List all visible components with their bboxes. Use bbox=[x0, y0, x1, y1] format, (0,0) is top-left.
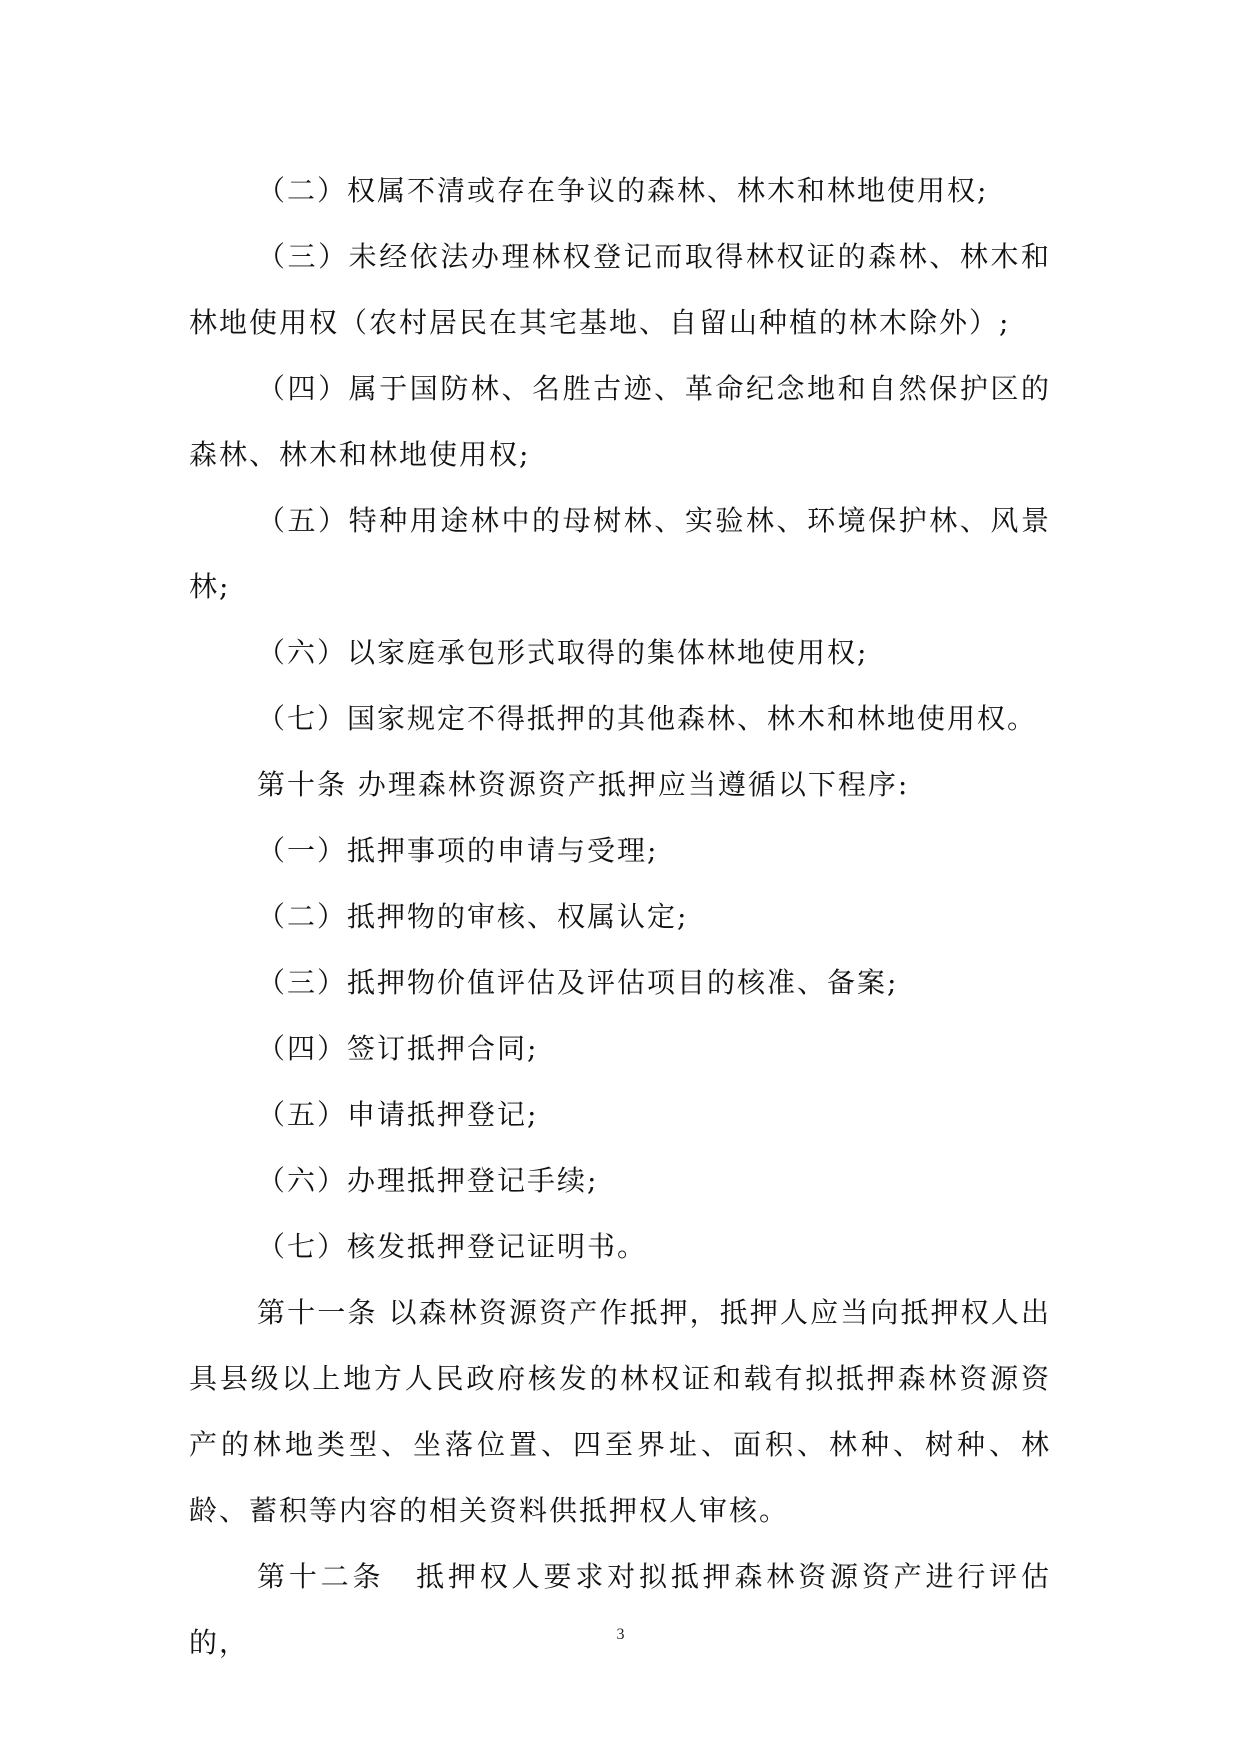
article-12: 第十二条 抵押权人要求对拟抵押森林资源资产进行评估的， bbox=[189, 1560, 1051, 1659]
procedure-step-2: （二）抵押物的审核、权属认定; bbox=[257, 900, 689, 933]
procedure-step-1: （一）抵押事项的申请与受理; bbox=[257, 834, 659, 867]
procedure-step-6: （六）办理抵押登记手续; bbox=[257, 1164, 599, 1197]
paragraph-item-7-prohibited: （七）国家规定不得抵押的其他森林、林木和林地使用权。 bbox=[257, 702, 1038, 735]
article-10-heading: 第十条 办理森林资源资产抵押应当遵循以下程序: bbox=[257, 768, 910, 801]
paragraph-item-6-household: （六）以家庭承包形式取得的集体林地使用权; bbox=[257, 636, 869, 669]
procedure-step-3: （三）抵押物价值评估及评估项目的核准、备案; bbox=[257, 966, 899, 999]
procedure-step-4: （四）签订抵押合同; bbox=[257, 1032, 539, 1065]
paragraph-item-5-special-use: （五）特种用途林中的母树林、实验林、环境保护林、风景林; bbox=[189, 504, 1051, 603]
document-body bbox=[189, 158, 1051, 1676]
paragraph-item-4-protected: （四）属于国防林、名胜古迹、革命纪念地和自然保护区的森林、林木和林地使用权; bbox=[189, 372, 1051, 471]
procedure-step-5: （五）申请抵押登记; bbox=[257, 1098, 539, 1131]
procedure-step-7: （七）核发抵押登记证明书。 bbox=[257, 1230, 648, 1263]
page-number: 3 bbox=[616, 1626, 625, 1643]
paragraph-item-2-dispute: （二）权属不清或存在争议的森林、林木和林地使用权; bbox=[257, 174, 989, 207]
article-11: 第十一条 以森林资源资产作抵押，抵押人应当向抵押权人出具县级以上地方人民政府核发的林权证和载有拟抵押森林资源资产的林地类型、坐落位置、四至界址、面积、林种、树种、林龄、蓄积等内容的相关资料供抵押权人审核。 bbox=[189, 1296, 1051, 1527]
paragraph-item-3-unregistered: （三）未经依法办理林权登记而取得林权证的森林、林木和林地使用权（农村居民在其宅基地、自留山种植的林木除外）; bbox=[189, 240, 1051, 339]
